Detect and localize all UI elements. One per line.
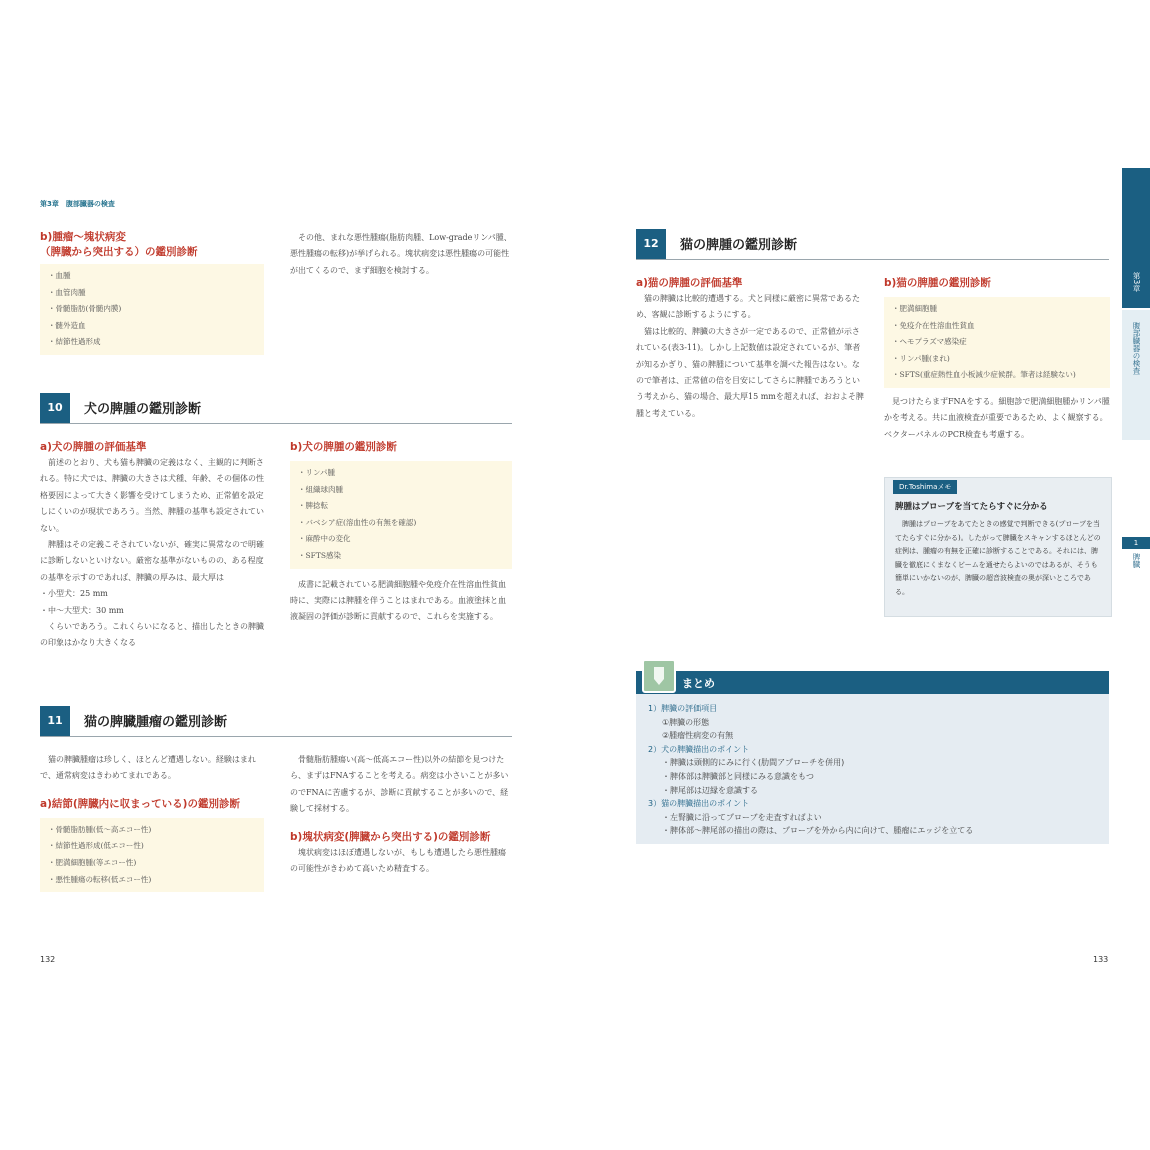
section-12-header — [636, 229, 1109, 260]
body-paragraph: 猫の脾臓腫瘤は珍しく、ほとんど遭遇しない。経験はまれで、通常病変はきわめてまれである。 — [40, 755, 256, 781]
body-paragraph: その他、まれな悪性腫瘍(脂肪肉腫、Low-gradeリンパ腫、悪性腫瘍の転移)が挙げられる。塊状病変は悪性腫瘍の可能性が出てくるので、まず細胞を検討する。 — [290, 233, 512, 275]
section-10-left — [40, 440, 268, 652]
list-item: ・骨髄脂肪腫(低～高エコー性) — [48, 824, 152, 834]
summary-icon — [642, 659, 676, 693]
summary-subitem: ・脾体部は脾臓部と同様にみる意識をもつ — [662, 771, 814, 781]
list-item: ・骨髄脂肪(骨髄内膜) — [48, 304, 122, 314]
chapter-title-tab — [1122, 310, 1150, 440]
body-paragraph: 塊状病変はほぼ遭遇しないが、もしも遭遇したら悪性腫瘍の可能性がきわめて高いため精査する。 — [290, 847, 506, 874]
summary-subitem: ・左腎臓に沿ってプローブを走査すればよい — [662, 812, 822, 822]
list-item: ・リンパ腫(まれ) — [892, 353, 950, 363]
heading-line1: b)腫瘤～塊状病変 — [40, 231, 126, 243]
list-item: ・悪性腫瘍の転移(低エコー性) — [48, 874, 152, 884]
chapter-label: 第3章 — [1132, 272, 1141, 292]
section-11-right — [290, 752, 512, 877]
section-number: 11 — [40, 706, 70, 736]
summary-title: まとめ — [682, 677, 715, 690]
summary-subitem: ・脾臓は頭側的にみに行く(肋間アプローチを併用) — [662, 758, 845, 768]
summary-body — [636, 694, 1109, 844]
section-11-left — [40, 752, 268, 892]
differential-box-mass — [40, 264, 264, 355]
page-number-left: 132 — [40, 955, 56, 964]
memo-text: 脾腫はプローブをあてたときの感覚で判断できる(プローブを当てたらすぐに分かる)。したがって脾臓をスキャンするほとんどの症例は、腫瘤の有無を正確に診断することである。それには、脾臓を徹底にくまなくビームを通せたらよいのではあるが、そうも簡単にいかないのが、脾臓の超音波検査の奥が深いところである。 — [895, 520, 1101, 596]
list-item: ・バベシア症(溶血性の有無を確認) — [298, 517, 417, 527]
list-item: ・組織球肉腫 — [298, 484, 343, 494]
memo-box — [884, 477, 1112, 617]
page-number-right: 133 — [1093, 955, 1109, 964]
chapter-tab — [1122, 168, 1150, 308]
differential-box — [290, 461, 512, 569]
heading-line2: （脾臓から突出する）の鑑別診断 — [40, 246, 198, 258]
memo-title: 脾腫はプローブを当てたらすぐに分かる — [895, 502, 1048, 512]
list-item: ・結節性過形成 — [48, 337, 101, 347]
list-item: ・髄外造血 — [48, 320, 86, 330]
section-title: 猫の脾臓腫瘤の鑑別診断 — [84, 715, 228, 730]
section-tab-number: 1 — [1122, 537, 1150, 549]
list-item: ・肥満細胞腫(等エコー性) — [48, 858, 137, 867]
body-paragraph: 前述のとおり、犬も猫も脾臓の定義はなく、主観的に判断される。特に犬では、脾臓の大きさは犬種、年齢、その個体の性格要因によって大きく影響を受けてしまうため、正常値を設定しにくいのが現状であろう。当然、脾腫の基準も設定されていない。 脾腫はその定義こそされていないが、確実に異常なので明確に診断しないといけない。厳密な基準がないものの、ある程度の基準を示すのであれば、脾臓の厚みは、最大厚は ・小型犬：25 mm ・中～大型犬：30 mm くらいであろう。これくらいになると、描出したときの脾臓の印象はかなり大きくなる — [40, 458, 264, 648]
list-item: ・ヘモプラズマ感染症 — [892, 337, 967, 347]
list-item: ・肥満細胞腫 — [892, 304, 937, 313]
section-title: 猫の脾腫の鑑別診断 — [680, 238, 798, 253]
section-10-right — [290, 440, 512, 626]
summary-item: 2）犬の脾臓描出のポイント — [648, 744, 750, 754]
section-number: 10 — [40, 393, 70, 423]
summary-header — [636, 671, 1109, 694]
section-12-left — [636, 276, 864, 422]
list-item: ・血腫 — [48, 271, 71, 280]
differential-box — [884, 297, 1110, 388]
nodule-heading — [40, 230, 270, 260]
subheading: a)犬の脾腫の評価基準 — [40, 441, 147, 453]
list-item: ・脾捻転 — [298, 501, 328, 511]
section-11-header — [40, 706, 512, 737]
body-paragraph: 猫の脾臓は比較的遭遇する。犬と同様に厳密に異常であるため、客観に診断するようにする。 猫は比較的、脾臓の大きさが一定であるので、正常値が示されている(表3-11)。しかし上記数値は設定されているが、筆者が知るかぎり、猫の脾腫について基準を調べた報告はない。なので筆者は、正常値の倍を目安にしてさらに脾腫であろうという考えから、猫の場合、最大厚15 mmを超えれば、おおよそ脾腫と考えている。 — [636, 294, 864, 418]
list-item: ・SFTS感染 — [298, 550, 341, 560]
chapter-title: 腹部臓器の検査 — [1132, 322, 1141, 375]
body-paragraph: 見つけたらまずFNAをする。細胞診で肥満細胞腫かリンパ腫かを考える。共に血液検査が重要であるため、よく観察する。ベクターパネルのPCR検査も考慮する。 — [884, 396, 1110, 439]
section-10-header — [40, 393, 512, 424]
list-item: ・免疫介在性溶血性貧血 — [892, 320, 975, 330]
section-number: 12 — [636, 229, 666, 259]
running-head: 第3章 腹部臓器の検査 — [40, 200, 115, 208]
body-paragraph: 成書に記載されている肥満細胞腫や免疫介在性溶血性貧血時に、実際には脾腫を伴うことはまれである。血液塗抹と血液凝固の評価が診断に貢献するので、これらを実施する。 — [290, 579, 506, 622]
list-item: ・血管肉腫 — [48, 287, 86, 297]
memo-tag: Dr.Toshimaメモ — [893, 480, 957, 494]
section-tab-label: 脾臓 — [1132, 553, 1141, 568]
summary-subitem: ②腫瘤性病変の有無 — [662, 731, 734, 741]
subheading: a)結節(脾臓内に収まっている)の鑑別診断 — [40, 797, 240, 810]
list-item: ・結節性過形成(低エコー性) — [48, 841, 144, 851]
summary-subitem: ・脾体部～脾尾部の描出の際は、プローブを外から内に向けて、腫瘤にエッジを立てる — [662, 826, 974, 836]
subheading: a)猫の脾腫の評価基準 — [636, 277, 743, 289]
subheading: b)猫の脾腫の鑑別診断 — [884, 277, 991, 289]
subheading: b)塊状病変(脾臓から突出する)の鑑別診断 — [290, 830, 491, 843]
section-title: 犬の脾腫の鑑別診断 — [84, 402, 202, 417]
summary-item: 3）猫の脾臓描出のポイント — [648, 799, 750, 809]
summary-item: 1）脾臓の評価項目 — [648, 704, 718, 713]
summary-subitem: ①脾臓の形態 — [662, 717, 710, 727]
body-paragraph: 骨髄脂肪腫瘍い(高～低高エコー性)以外の結節を見つけたら、まずはFNAすることを考える。病変は小さいことが多いのでFNAに苦慮するが、診断に貢献することが多いので、経験して採材する。 — [290, 755, 509, 814]
list-item: ・SFTS(重症熱性血小板減少症候群。筆者は経験ない) — [892, 370, 1076, 380]
section-12-right — [884, 276, 1110, 443]
summary-subitem: ・脾尾部は辺縁を意識する — [662, 785, 758, 795]
differential-box — [40, 818, 264, 892]
list-item: ・リンパ腫 — [298, 468, 335, 477]
subheading: b)犬の脾腫の鑑別診断 — [290, 441, 397, 453]
list-item: ・麻酔中の変化 — [298, 534, 351, 544]
